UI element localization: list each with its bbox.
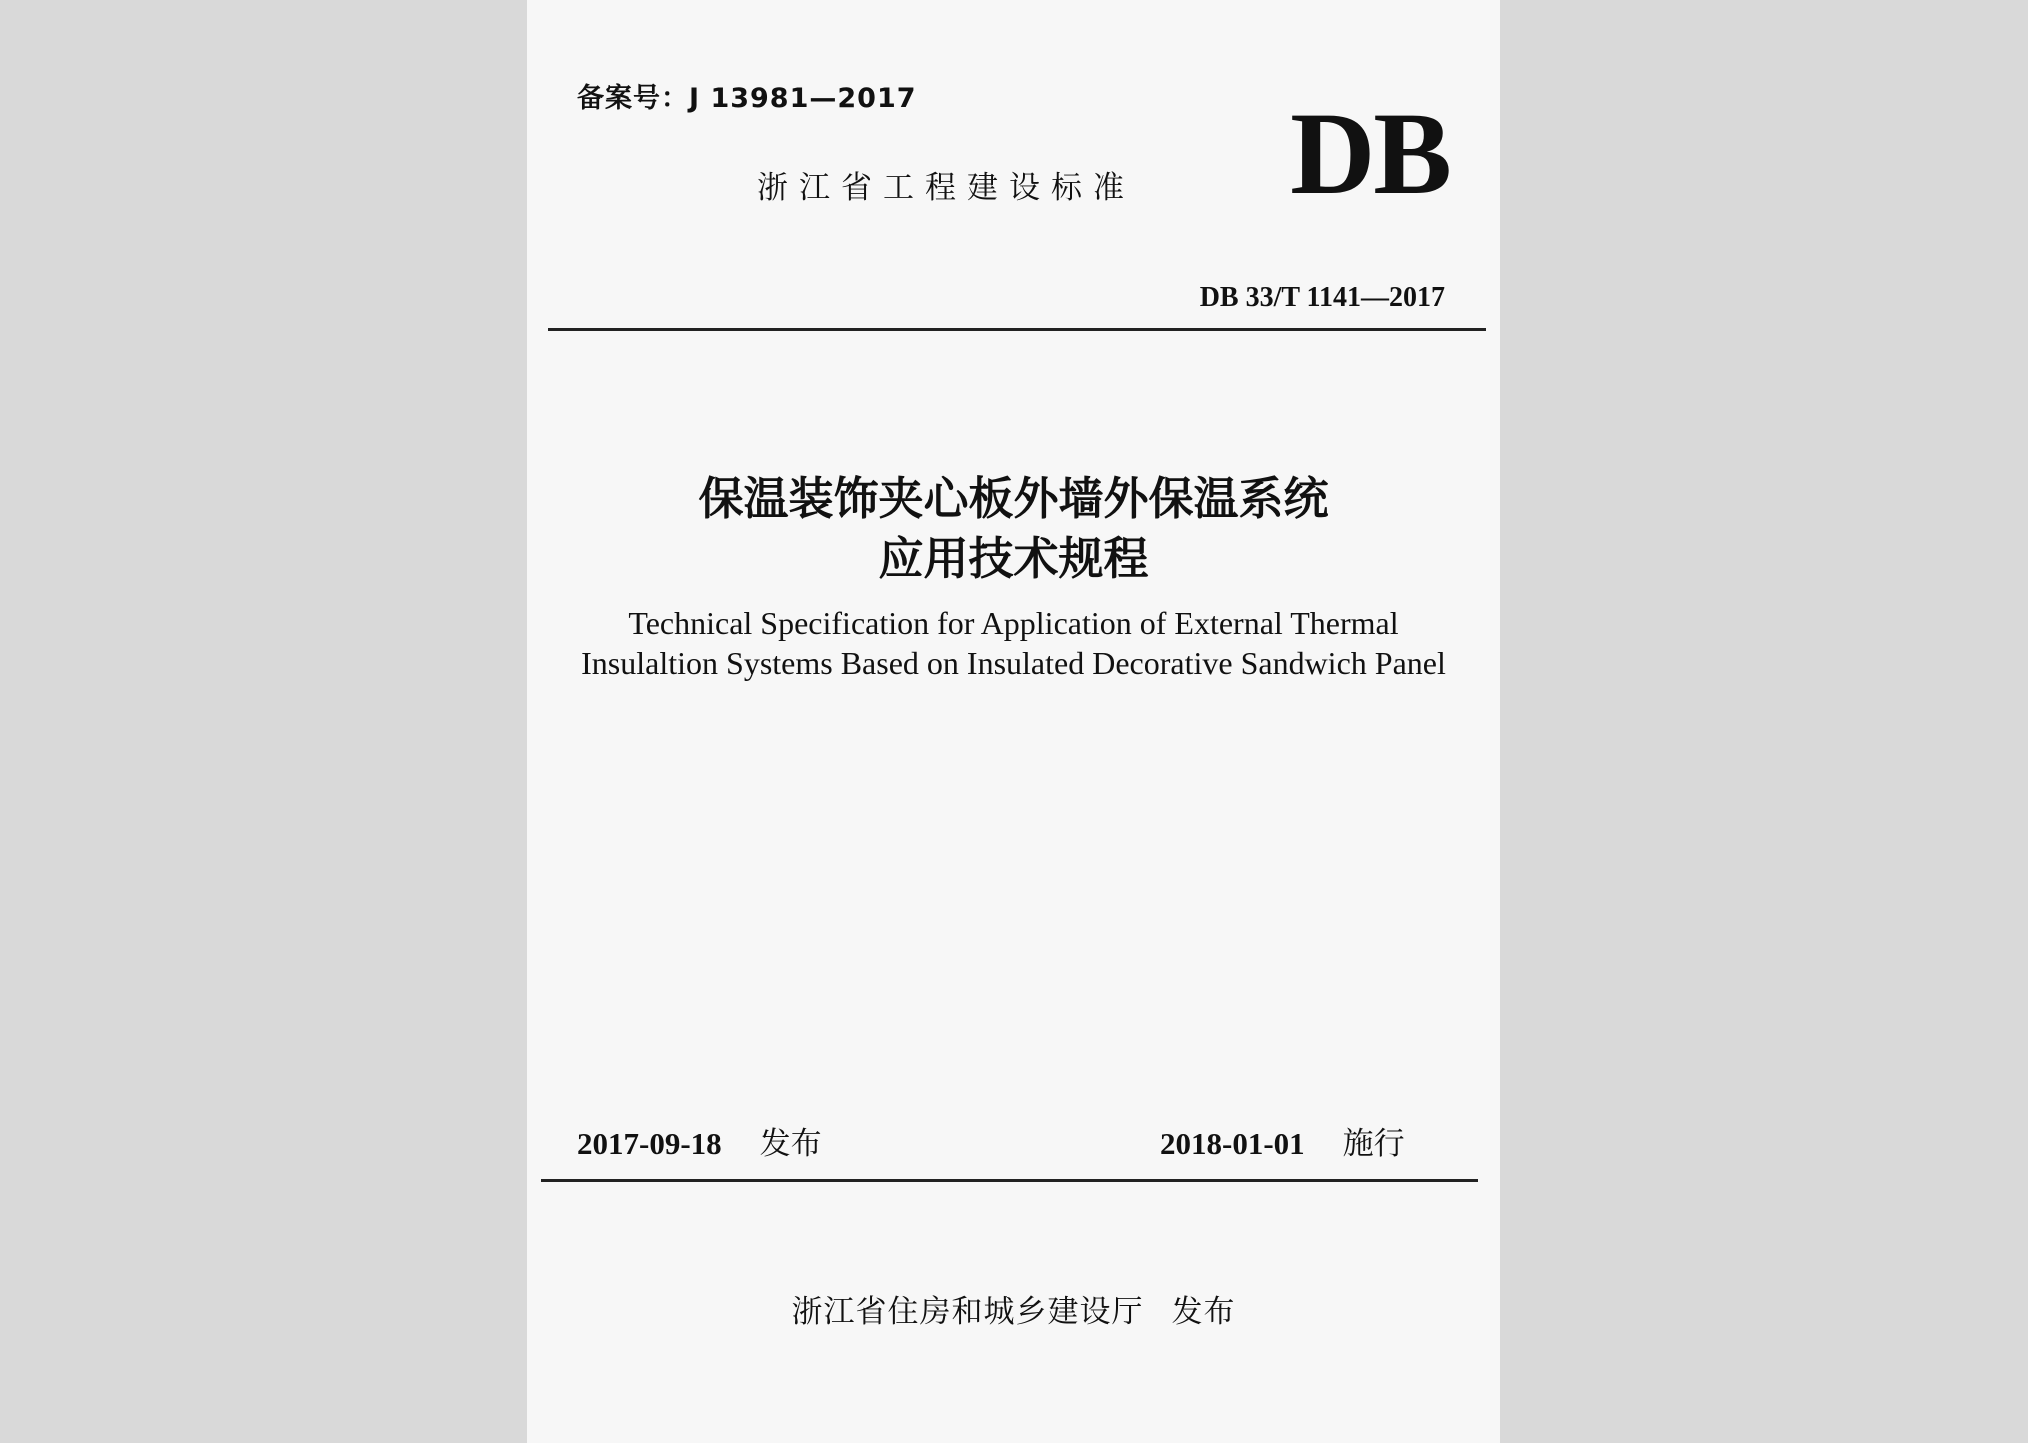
- effective-date: 2018-01-01: [1160, 1126, 1305, 1161]
- effective-date-row: [1160, 1118, 1405, 1163]
- title-chinese-line-2: 应用技术规程: [878, 532, 1149, 585]
- effective-label: 施行: [1342, 1126, 1405, 1162]
- standard-series-name: 浙江省工程建设标准: [757, 170, 1135, 206]
- cover-page: [527, 0, 1500, 1443]
- issue-label: 发布: [759, 1126, 822, 1162]
- db-logo: DB: [1290, 88, 1450, 219]
- issue-date: 2017-09-18: [577, 1126, 722, 1161]
- publisher-line: [527, 1286, 1500, 1331]
- title-english-line-1: Technical Specification for Application of External Thermal: [628, 605, 1399, 641]
- publisher-action: 发布: [1171, 1294, 1236, 1330]
- top-divider: [548, 328, 1486, 331]
- title-english-line-2: Insulaltion Systems Based on Insulated Decorative Sandwich Panel: [581, 645, 1446, 681]
- issue-date-row: [577, 1118, 822, 1163]
- bottom-divider: [541, 1179, 1478, 1182]
- publisher-name: 浙江省住房和城乡建设厅: [791, 1294, 1144, 1330]
- standard-number: DB 33/T 1141—2017: [1199, 282, 1445, 313]
- title-chinese-line-1: 保温装饰夹心板外墙外保温系统: [698, 472, 1329, 525]
- filing-number: 备案号：J 13981—2017: [577, 83, 917, 114]
